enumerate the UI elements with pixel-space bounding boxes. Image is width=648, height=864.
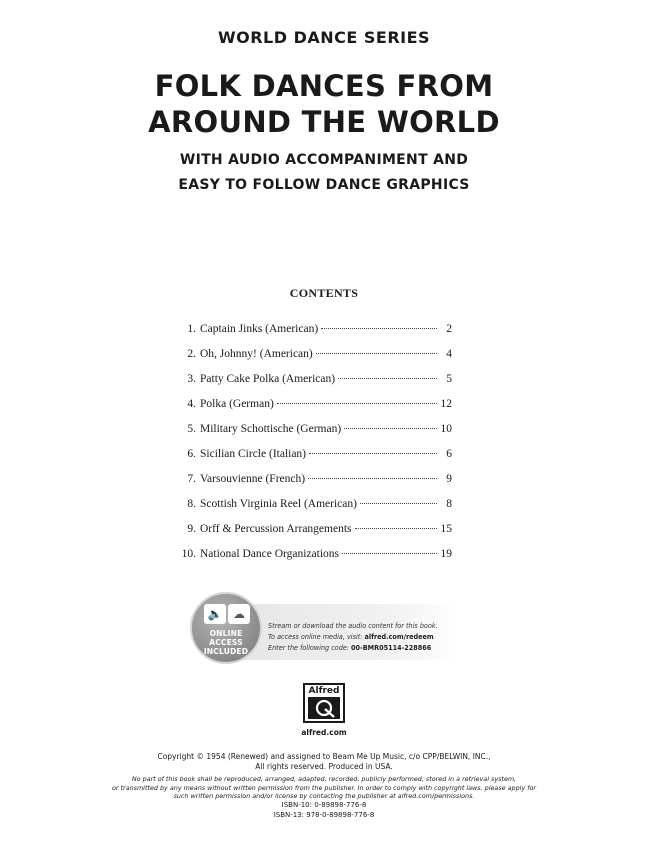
- alfred-logo: [303, 683, 345, 723]
- online-access-notice: [190, 598, 460, 660]
- toc-entry-title: Sicilian Circle (Italian): [200, 448, 307, 460]
- series-name: WORLD DANCE SERIES: [217, 28, 431, 47]
- toc-entry: [176, 423, 452, 448]
- toc-entry: [176, 473, 452, 498]
- toc-entry-title: Scottish Virginia Reel (American): [200, 498, 357, 510]
- toc-entry-title: Orff & Percussion Arrangements: [200, 523, 352, 535]
- cloud-download-icon: ☁: [228, 604, 250, 624]
- toc-entry: [176, 323, 452, 348]
- isbn-10: ISBN-10: 0-89898-776-8: [281, 801, 367, 809]
- badge-label: [192, 629, 260, 656]
- speaker-icon: 🔈: [204, 604, 226, 624]
- toc-leader-dots: [321, 327, 437, 329]
- book-subtitle-line-2: EASY TO FOLLOW DANCE GRAPHICS: [178, 177, 470, 193]
- toc-entry-page: 19: [440, 548, 452, 560]
- publisher-url[interactable]: alfred.com: [301, 728, 347, 737]
- toc-entry-title: Captain Jinks (American): [200, 323, 319, 335]
- redeem-link[interactable]: alfred.com/redeem: [364, 632, 434, 641]
- toc-entry-page: 10: [440, 423, 452, 435]
- access-instruction-3: [268, 642, 458, 653]
- toc-entry-page: 15: [440, 523, 452, 535]
- toc-entry-number: 7.: [187, 473, 196, 485]
- toc-leader-dots: [342, 552, 437, 554]
- logo-wordmark: Alfred: [308, 686, 340, 696]
- toc-leader-dots: [360, 502, 437, 504]
- toc-entry-title: Military Schottische (German): [200, 423, 342, 435]
- toc-entry-number: 6.: [187, 448, 196, 460]
- badge-label-line-1: ONLINE ACCESS: [209, 629, 243, 647]
- book-title: [0, 68, 648, 140]
- toc-entry-page: 2: [446, 323, 452, 335]
- book-title-line-2: AROUND THE WORLD: [148, 105, 500, 139]
- book-title-line-1: FOLK DANCES FROM: [154, 69, 494, 103]
- access-visit-label: To access online media, visit:: [268, 632, 363, 641]
- access-code: 00-BMR05114-228866: [351, 643, 432, 652]
- toc-entry-number: 9.: [187, 523, 196, 535]
- toc-entry-title: Polka (German): [200, 398, 274, 410]
- toc-entry-number: 8.: [187, 498, 196, 510]
- toc-entry-page: 5: [446, 373, 452, 385]
- legal-line-1: No part of this book shall be reproduced, arranged, adapted, recorded, publicly performed, stored in a retrieval system,: [131, 775, 517, 783]
- book-subtitle: [0, 148, 648, 198]
- copyright-notice: [0, 752, 648, 772]
- copyright-line-1: Copyright © 1954 (Renewed) and assigned to Beam Me Up Music, c/o CPP/BELWIN, INC.,: [157, 752, 491, 761]
- toc-entry: [176, 548, 452, 573]
- toc-leader-dots: [308, 477, 437, 479]
- toc-entry: [176, 498, 452, 523]
- toc-entry: [176, 523, 452, 548]
- toc-entry-page: 9: [446, 473, 452, 485]
- toc-entry: [176, 348, 452, 373]
- toc-entry-number: 1.: [187, 323, 196, 335]
- online-access-instructions: [268, 620, 458, 653]
- toc-entry-title: Varsouvienne (French): [200, 473, 306, 485]
- toc-entry-title: National Dance Organizations: [200, 548, 340, 560]
- toc-entry-number: 5.: [187, 423, 196, 435]
- toc-entry-number: 10.: [181, 548, 196, 560]
- toc-entry-page: 4: [446, 348, 452, 360]
- badge-label-line-2: INCLUDED: [203, 647, 249, 656]
- toc-leader-dots: [355, 527, 438, 529]
- toc-entry: [176, 373, 452, 398]
- table-of-contents: [176, 323, 452, 573]
- access-instruction-1: Stream or download the audio content for this book.: [268, 621, 438, 630]
- isbn-13: ISBN-13: 978-0-89898-776-8: [273, 811, 375, 819]
- toc-entry: [176, 448, 452, 473]
- toc-entry: [176, 398, 452, 423]
- alfred-logo-mark-icon: [308, 697, 340, 719]
- book-subtitle-line-1: WITH AUDIO ACCOMPANIMENT AND: [179, 152, 469, 168]
- legal-line-3: such written permission and/or license by contacting the publisher at alfred.com/permissions.: [173, 792, 475, 800]
- access-instruction-2: [268, 631, 458, 642]
- toc-entry-page: 6: [446, 448, 452, 460]
- toc-entry-title: Oh, Johnny! (American): [200, 348, 313, 360]
- access-code-label: Enter the following code:: [268, 643, 349, 652]
- toc-entry-page: 8: [446, 498, 452, 510]
- toc-entry-number: 2.: [187, 348, 196, 360]
- legal-notice: [0, 775, 648, 801]
- isbn-block: [0, 800, 648, 820]
- toc-entry-number: 3.: [187, 373, 196, 385]
- toc-entry-title: Patty Cake Polka (American): [200, 373, 336, 385]
- online-access-badge: [190, 592, 262, 664]
- toc-leader-dots: [277, 402, 437, 404]
- toc-entry-page: 12: [440, 398, 452, 410]
- toc-leader-dots: [344, 427, 437, 429]
- toc-leader-dots: [316, 352, 437, 354]
- toc-entry-number: 4.: [187, 398, 196, 410]
- copyright-line-2: All rights reserved. Produced in USA.: [255, 762, 393, 771]
- toc-leader-dots: [309, 452, 437, 454]
- legal-line-2: or transmitted by any means without written permission from the publisher. In order to comply with copyright laws, please apply for: [111, 783, 537, 792]
- toc-leader-dots: [338, 377, 437, 379]
- contents-heading: CONTENTS: [289, 286, 359, 300]
